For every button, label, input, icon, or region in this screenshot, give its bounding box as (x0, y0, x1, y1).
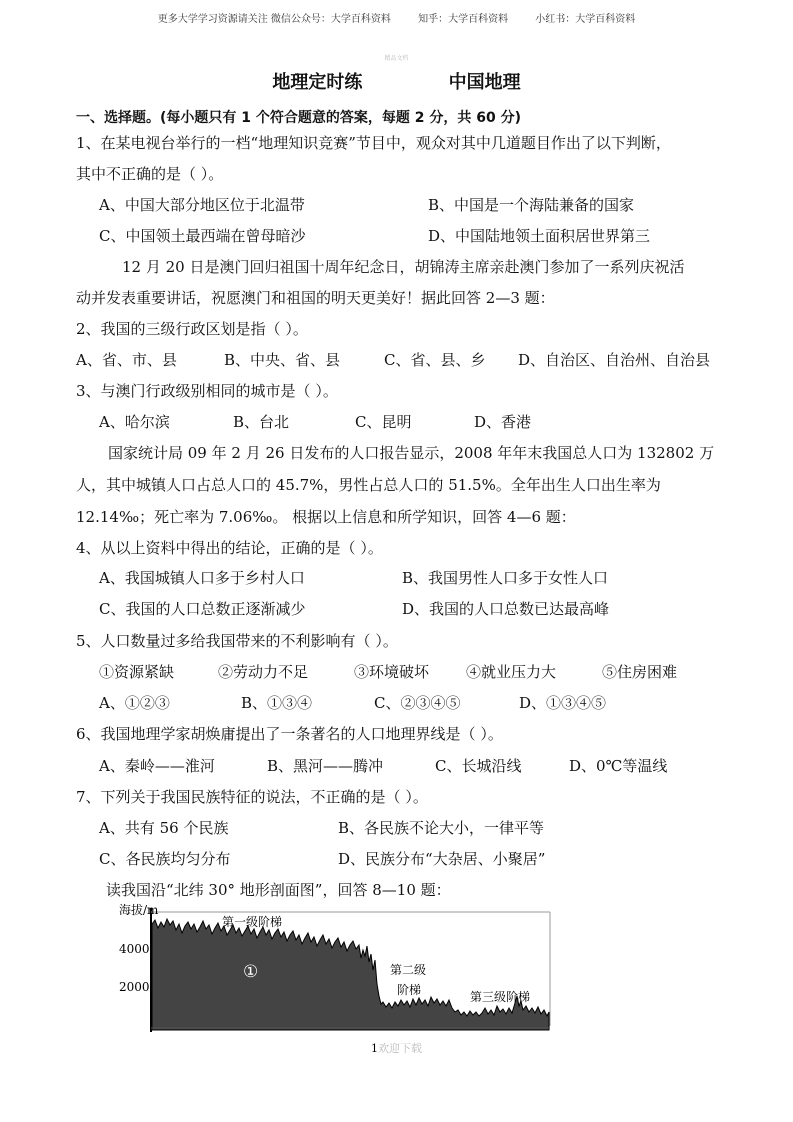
title-sub: 中国地理 (448, 72, 521, 93)
step-2-label-cont: 阶梯 (397, 983, 422, 997)
q5-stem: 5、人口数量过多给我国带来的不利影响有（ ）。 (76, 632, 398, 650)
step-1-label: 第一级阶梯 (222, 915, 283, 929)
q4-option-a: A、我国城镇人口多于乡村人口 (99, 569, 305, 587)
step-2-label: 第二级 (390, 963, 427, 977)
q5-item-4: ④就业压力大 (466, 663, 557, 681)
q3-option-d: D、香港 (474, 413, 532, 431)
q6-option-a: A、秦岭——淮河 (99, 757, 215, 775)
q6-option-d: D、0℃等温线 (569, 757, 668, 775)
q1-option-c: C、中国领土最西端在曾母暗沙 (99, 227, 306, 245)
header-left: 更多大学学习资源请关注 微信公众号：大学百科资料 (157, 14, 391, 25)
q5-item-5: ⑤住房困难 (602, 663, 678, 681)
q5-item-2: ②劳动力不足 (218, 663, 309, 681)
region-marker: ① (243, 962, 259, 982)
q7-option-c: C、各民族均匀分布 (99, 850, 231, 868)
q3-option-a: A、哈尔滨 (99, 413, 170, 431)
q2-option-c: C、省、县、乡 (384, 351, 486, 369)
terrain-profile-chart (115, 902, 560, 1034)
q5-item-3: ③环境破坏 (354, 663, 430, 681)
macau-passage-cont: 动并发表重要讲话，祝愿澳门和祖国的明天更美好！据此回答 2—3 题： (76, 289, 555, 307)
q1-option-d: D、中国陆地领土面积居世界第三 (428, 227, 651, 245)
q4-option-b: B、我国男性人口多于女性人口 (402, 569, 609, 587)
q2-stem: 2、我国的三级行政区划是指（ ）。 (76, 320, 308, 338)
q7-option-d: D、民族分布“大杂居、小聚居” (338, 850, 546, 868)
q6-option-c: C、长城沿线 (435, 757, 522, 775)
q1-stem-cont: 其中不正确的是（ ）。 (76, 165, 224, 183)
q1-option-a: A、中国大部分地区位于北温带 (99, 196, 305, 214)
y-tick-4000: 4000 (119, 942, 150, 956)
q5-option-d: D、①③④⑤ (519, 694, 607, 712)
q2-option-b: B、中央、省、县 (224, 351, 341, 369)
q3-option-b: B、台北 (233, 413, 290, 431)
page-title (0, 68, 793, 94)
title-main: 地理定时练 (272, 72, 363, 93)
q7-option-b: B、各民族不论大小，一律平等 (338, 819, 545, 837)
download-note: 欢迎下载 (378, 1042, 422, 1055)
q7-option-a: A、共有 56 个民族 (99, 819, 229, 837)
population-passage-2: 人，其中城镇人口占总人口的 45.7%，男性占总人口的 51.5%。全年出生人口出生率为 (76, 476, 661, 494)
q6-option-b: B、黑河——腾冲 (267, 757, 384, 775)
terrain-profile-area (152, 919, 549, 1030)
q5-option-a: A、①②③ (99, 694, 170, 712)
population-passage-3: 12.14‰；死亡率为 7.06‰。 根据以上信息和所学知识，回答 4—6 题： (76, 508, 576, 526)
q3-stem: 3、与澳门行政级别相同的城市是（ ）。 (76, 382, 338, 400)
page-header (0, 10, 793, 25)
q4-option-d: D、我国的人口总数已达最高峰 (402, 600, 610, 618)
population-passage: 国家统计局 09 年 2 月 26 日发布的人口报告显示，2008 年年末我国总人口为 132802 万 (108, 444, 715, 462)
header-right: 小红书：大学百科资料 (535, 14, 636, 25)
watermark: 精品文档 (384, 55, 409, 62)
page-footer (0, 1040, 793, 1056)
q4-option-c: C、我国的人口总数正逐渐减少 (99, 600, 306, 618)
page-number: 1 (371, 1042, 378, 1055)
q2-option-a: A、省、市、县 (76, 351, 177, 369)
q5-option-b: B、①③④ (241, 694, 313, 712)
y-axis-label: 海拔/m (119, 903, 159, 917)
q2-option-d: D、自治区、自治州、自治县 (518, 351, 711, 369)
q1-option-b: B、中国是一个海陆兼备的国家 (428, 196, 635, 214)
q4-stem: 4、从以上资料中得出的结论，正确的是（ ）。 (76, 539, 383, 557)
q5-option-c: C、②③④⑤ (374, 694, 461, 712)
header-mid: 知乎：大学百科资料 (418, 14, 509, 25)
q1-stem: 1、在某电视台举行的一档“地理知识竞赛”节目中，观众对其中几道题目作出了以下判断， (76, 134, 671, 152)
q5-item-1: ①资源紧缺 (99, 663, 175, 681)
profile-intro: 读我国沿“北纬 30° 地形剖面图”，回答 8—10 题： (106, 881, 451, 899)
y-tick-2000: 2000 (119, 980, 150, 994)
q6-stem: 6、我国地理学家胡焕庸提出了一条著名的人口地理界线是（ ）。 (76, 725, 503, 743)
q7-stem: 7、下列关于我国民族特征的说法，不正确的是（ ）。 (76, 788, 428, 806)
section-heading: 一、选择题。(每小题只有 1 个符合题意的答案，每题 2 分，共 60 分) (76, 110, 522, 126)
macau-passage: 12 月 20 日是澳门回归祖国十周年纪念日，胡锦涛主席亲赴澳门参加了一系列庆祝活 (122, 258, 685, 276)
step-3-label: 第三级阶梯 (470, 990, 531, 1004)
q3-option-c: C、昆明 (355, 413, 412, 431)
